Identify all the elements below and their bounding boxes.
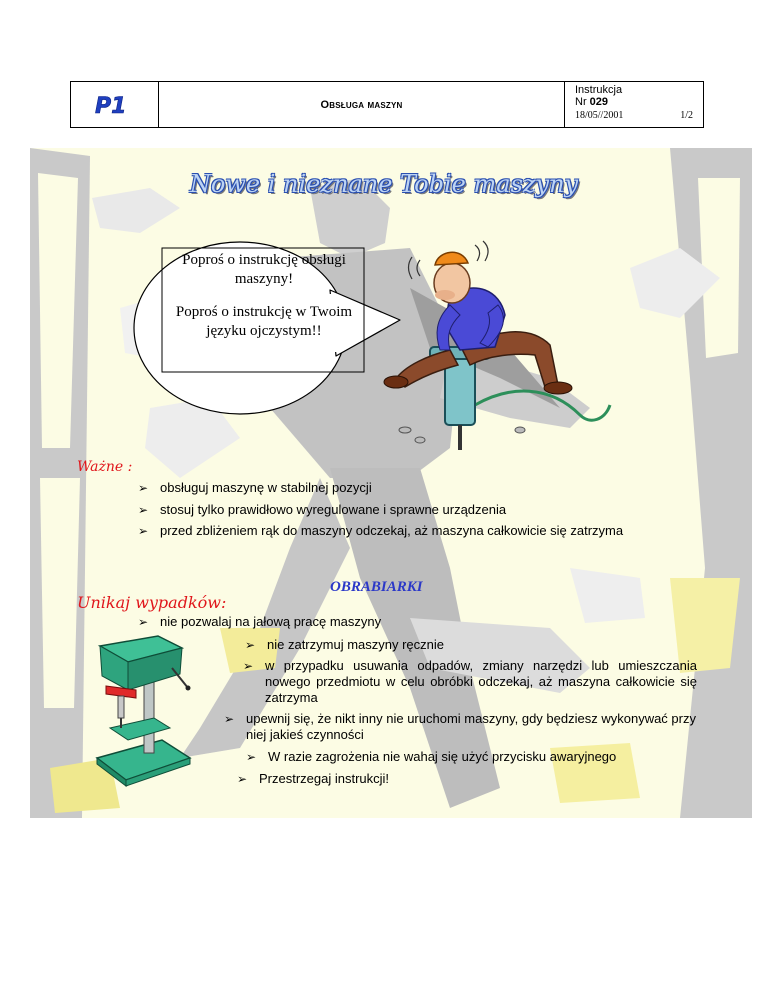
bubble-line-2: Poproś o instrukcję w Twoim języku ojczystym!! — [175, 304, 353, 339]
avoid-accidents-label: Unikaj wypadków: — [77, 593, 227, 612]
doc-date: 18/05//2001 — [575, 110, 624, 121]
arrow-bullet-icon: ➢ — [138, 524, 149, 538]
avoid-item: ➢ nie zatrzymuj maszyny ręcznie — [245, 637, 444, 652]
arrow-bullet-icon: ➢ — [138, 481, 149, 495]
important-item: ➢ przed zbliżeniem rąk do maszyny odczekaj, aż maszyna całkowicie się zatrzyma — [138, 523, 624, 538]
jackhammer-worker-icon — [380, 235, 620, 455]
avoid-item: ➢ W razie zagrożenia nie wahaj się użyć przycisku awaryjnego — [246, 749, 617, 764]
document-header — [70, 81, 704, 128]
drill-press-icon — [92, 628, 192, 788]
bubble-line-1: Poproś o instrukcję obsługi maszyny! — [182, 252, 346, 287]
poster-title: Nowe i nieznane Tobie maszyny — [189, 170, 579, 198]
arrow-bullet-icon: ➢ — [138, 615, 149, 629]
meta-cell — [565, 82, 705, 127]
arrow-bullet-icon: ➢ — [245, 638, 256, 652]
arrow-bullet-icon: ➢ — [246, 750, 257, 764]
company-logo-icon — [85, 91, 143, 119]
arrow-bullet-icon: ➢ — [243, 659, 254, 673]
svg-text:P1: P1 — [95, 94, 127, 119]
logo-cell — [71, 82, 159, 127]
section-heading: OBRABIARKI — [330, 579, 423, 595]
important-item: ➢ stosuj tylko prawidłowo wyregulowane i sprawne urządzenia — [138, 502, 507, 517]
document-title: Obsługa maszyn — [320, 99, 403, 111]
important-item: ➢ obsługuj maszynę w stabilnej pozycji — [138, 480, 372, 495]
avoid-item: ➢ upewnij się, że nikt inny nie uruchomi maszyny, gdy będziesz wykonywać przy niej jakieś czynności — [224, 711, 696, 742]
doc-type: Instrukcja — [575, 84, 623, 96]
bubble-text — [163, 251, 365, 355]
arrow-bullet-icon: ➢ — [138, 503, 149, 517]
arrow-bullet-icon: ➢ — [237, 772, 248, 786]
title-cell — [159, 82, 565, 127]
avoid-item: ➢ w przypadku usuwania odpadów, zmiany narzędzi lub umieszczania nowego przedmiotu w celu obróbki odczekaj, aż maszyna całkowicie się zatrzyma — [243, 658, 697, 705]
important-label: Ważne : — [77, 459, 133, 475]
arrow-bullet-icon: ➢ — [224, 712, 235, 726]
page-number: 1/2 — [680, 110, 693, 121]
doc-number: Nr 029 — [575, 96, 609, 108]
avoid-item: ➢ nie pozwalaj na jałową pracę maszyny — [138, 614, 382, 629]
avoid-item: ➢ Przestrzegaj instrukcji! — [237, 771, 390, 786]
